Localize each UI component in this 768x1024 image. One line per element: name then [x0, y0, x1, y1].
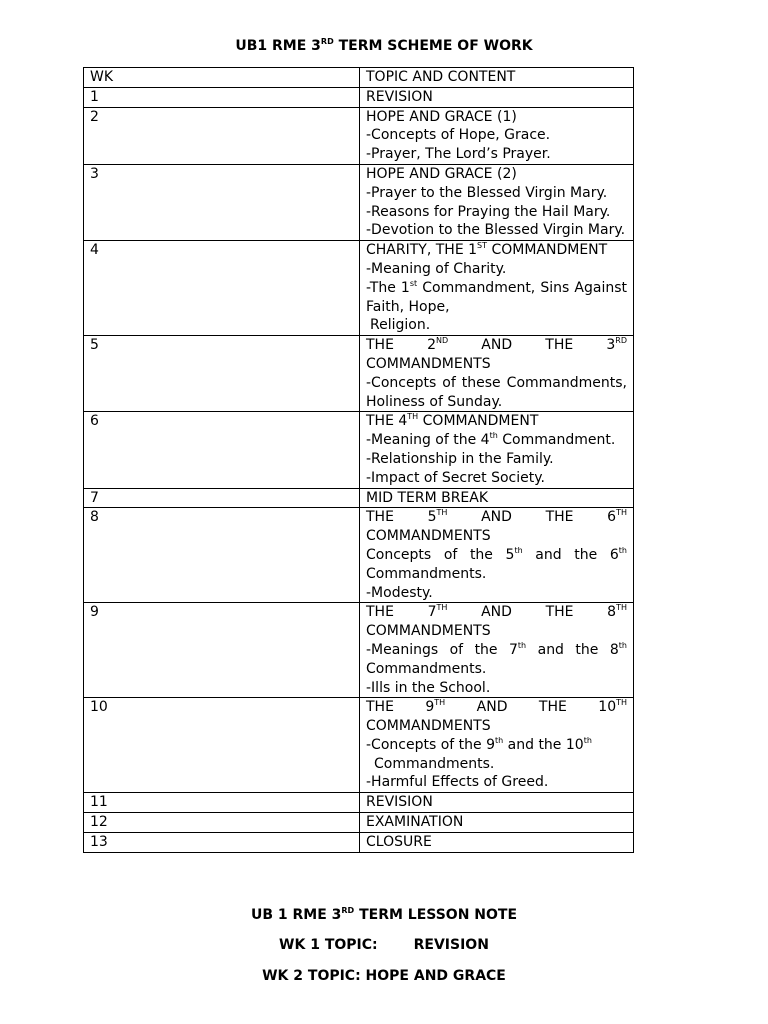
- topic-line: -Meanings of the 7th and the 8th: [366, 640, 627, 658]
- topic-content: [360, 832, 634, 852]
- topic-content: [360, 813, 634, 833]
- topic-line: HOPE AND GRACE (2): [366, 165, 517, 182]
- topic-line: EXAMINATION: [366, 814, 464, 831]
- topic-line: THE 7TH AND THE 8TH: [366, 603, 627, 621]
- topic-line: -Reasons for Praying the Hail Mary.: [366, 203, 611, 220]
- topic-content: [360, 107, 634, 164]
- topic-line: -Relationship in the Family.: [366, 450, 554, 467]
- topic-line: COMMANDMENTS: [366, 623, 491, 640]
- week-number: 4: [84, 241, 360, 336]
- topic-line: -Prayer to the Blessed Virgin Mary.: [366, 184, 608, 201]
- week-number: 7: [84, 488, 360, 508]
- table-row: [84, 793, 634, 813]
- topic-content: [360, 508, 634, 603]
- table-row: [84, 107, 634, 164]
- week-number: 12: [84, 813, 360, 833]
- topic-line: -Meaning of Charity.: [366, 260, 507, 277]
- topic-line: -Devotion to the Blessed Virgin Mary.: [366, 222, 626, 239]
- week-2-topic-heading: WK 2 TOPIC: HOPE AND GRACE: [262, 968, 506, 984]
- week-number: 6: [84, 412, 360, 488]
- topic-line: Faith, Hope,: [366, 298, 450, 315]
- column-header-topic: TOPIC AND CONTENT: [360, 68, 634, 88]
- table-row: [84, 241, 634, 336]
- topic-line: Holiness of Sunday.: [366, 393, 503, 410]
- lesson-note-title: UB 1 RME 3RD TERM LESSON NOTE: [250, 906, 518, 923]
- topic-line: -Concepts of Hope, Grace.: [366, 127, 551, 144]
- week-number: 13: [84, 832, 360, 852]
- topic-line: CLOSURE: [366, 833, 432, 850]
- topic-line: Commandments.: [366, 565, 487, 582]
- topic-line: -Ills in the School.: [366, 679, 491, 696]
- topic-line: Religion.: [370, 317, 431, 334]
- table-row: [84, 698, 634, 793]
- topic-line: -Modesty.: [366, 584, 433, 601]
- topic-line: -The 1st Commandment, Sins Against: [366, 278, 627, 296]
- topic-content: [360, 241, 634, 336]
- week-number: 1: [84, 87, 360, 107]
- week-number: 3: [84, 164, 360, 240]
- table-row: [84, 508, 634, 603]
- topic-line: Commandments.: [374, 755, 495, 772]
- topic-line: HOPE AND GRACE (1): [366, 108, 517, 125]
- table-row: [84, 87, 634, 107]
- week-number: 5: [84, 336, 360, 412]
- topic-line: THE 5TH AND THE 6TH: [366, 508, 627, 526]
- topic-line: -Concepts of the 9th and the 10th: [366, 735, 592, 753]
- topic-content: [360, 87, 634, 107]
- topic-content: [360, 412, 634, 488]
- topic-line: THE 2ND AND THE 3RD: [366, 336, 627, 354]
- week-1-topic-heading: WK 1 TOPIC: REVISION: [279, 937, 489, 953]
- topic-line: MID TERM BREAK: [366, 489, 489, 506]
- topic-line: COMMANDMENTS: [366, 528, 491, 545]
- topic-content: [360, 164, 634, 240]
- topic-line: THE 4TH COMMANDMENT: [366, 412, 539, 430]
- table-row: [84, 164, 634, 240]
- topic-line: THE 9TH AND THE 10TH: [366, 698, 628, 716]
- topic-line: -Impact of Secret Society.: [366, 469, 545, 486]
- table-row: [84, 813, 634, 833]
- column-header-wk: WK: [84, 68, 360, 88]
- topic-content: [360, 793, 634, 813]
- topic-line: -Meaning of the 4th Commandment.: [366, 431, 616, 449]
- topic-line: -Prayer, The Lord’s Prayer.: [366, 146, 551, 163]
- scheme-of-work-table: [83, 67, 634, 853]
- week-number: 11: [84, 793, 360, 813]
- topic-content: [360, 488, 634, 508]
- topic-line: -Harmful Effects of Greed.: [366, 774, 549, 791]
- table-row: [84, 412, 634, 488]
- table-row: [84, 832, 634, 852]
- table-header-row: [84, 68, 634, 88]
- topic-line: -Concepts of these Commandments,: [366, 374, 627, 391]
- week-number: 2: [84, 107, 360, 164]
- topic-line: CHARITY, THE 1ST COMMANDMENT: [366, 241, 608, 259]
- page-title: UB1 RME 3RD TERM SCHEME OF WORK: [235, 37, 533, 54]
- topic-line: COMMANDMENTS: [366, 355, 491, 372]
- topic-line: Commandments.: [366, 660, 487, 677]
- topic-content: [360, 603, 634, 698]
- week-number: 9: [84, 603, 360, 698]
- week-number: 10: [84, 698, 360, 793]
- table-row: [84, 488, 634, 508]
- table-row: [84, 336, 634, 412]
- topic-line: COMMANDMENTS: [366, 718, 491, 735]
- table-row: [84, 603, 634, 698]
- topic-line: REVISION: [366, 794, 433, 811]
- topic-line: Concepts of the 5th and the 6th: [366, 545, 627, 563]
- topic-content: [360, 336, 634, 412]
- week-number: 8: [84, 508, 360, 603]
- topic-line: REVISION: [366, 88, 433, 105]
- topic-content: [360, 698, 634, 793]
